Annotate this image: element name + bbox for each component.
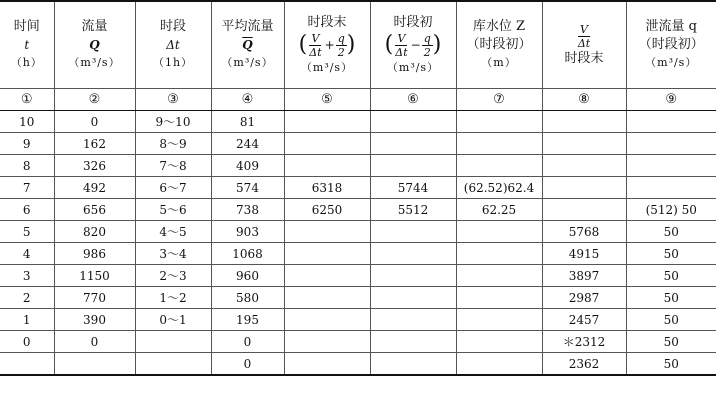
table-cell: 5～6 [135, 199, 211, 221]
table-cell: 0～1 [135, 309, 211, 331]
column-index: ⑧ [542, 89, 626, 111]
table-cell: 5768 [542, 221, 626, 243]
table-row [0, 309, 716, 331]
table-cell: 3～4 [135, 243, 211, 265]
table-cell: 820 [54, 221, 135, 243]
table-cell: 770 [54, 287, 135, 309]
header-flow: 流量 Q （m³/s） [54, 1, 135, 89]
table-cell: 4 [0, 243, 54, 265]
table-cell: 5744 [370, 177, 456, 199]
table-cell [456, 309, 542, 331]
table-cell [284, 265, 370, 287]
column-index: ⑦ [456, 89, 542, 111]
table-cell [370, 309, 456, 331]
table-cell: 738 [211, 199, 284, 221]
column-index: ③ [135, 89, 211, 111]
table-cell: 7～8 [135, 155, 211, 177]
table-cell: 0 [211, 331, 284, 353]
table-cell [456, 265, 542, 287]
table-cell [626, 133, 716, 155]
table-cell: 1068 [211, 243, 284, 265]
table-cell [456, 243, 542, 265]
table-cell [284, 111, 370, 133]
table-cell [284, 243, 370, 265]
table-cell: 8 [0, 155, 54, 177]
table-row [0, 155, 716, 177]
table-row [0, 331, 716, 353]
table-cell: 6318 [284, 177, 370, 199]
table-cell [370, 353, 456, 376]
table-cell: 492 [54, 177, 135, 199]
table-cell [456, 155, 542, 177]
table-cell: 2 [0, 287, 54, 309]
table-cell: 50 [626, 331, 716, 353]
table-cell [284, 155, 370, 177]
table-cell: 8～9 [135, 133, 211, 155]
table-cell: 409 [211, 155, 284, 177]
column-index-row [0, 89, 716, 111]
table-cell [370, 221, 456, 243]
table-cell [54, 353, 135, 376]
table-cell: 0 [211, 353, 284, 376]
table-cell: 81 [211, 111, 284, 133]
table-cell: 1～2 [135, 287, 211, 309]
table-cell [370, 265, 456, 287]
header-time: 时间 t （h） [0, 1, 54, 89]
table-row [0, 199, 716, 221]
table-row [0, 243, 716, 265]
table-cell: (62.52)62.4 [456, 177, 542, 199]
table-cell [626, 111, 716, 133]
table-cell: 656 [54, 199, 135, 221]
table-cell: 960 [211, 265, 284, 287]
table-cell: ＊2312 [542, 331, 626, 353]
table-cell: 6250 [284, 199, 370, 221]
table-cell: 2～3 [135, 265, 211, 287]
table-cell: 162 [54, 133, 135, 155]
table-cell [456, 287, 542, 309]
column-index: ⑨ [626, 89, 716, 111]
column-index: ① [0, 89, 54, 111]
column-index: ⑤ [284, 89, 370, 111]
column-index: ⑥ [370, 89, 456, 111]
table-cell [456, 331, 542, 353]
table-cell: 50 [626, 353, 716, 376]
header-end-storage-term: 时段末 ( $\frac{V}{\Delta t}$ + $\frac{q}{2}$ ) （m³/s） [284, 1, 370, 89]
table-cell [456, 111, 542, 133]
table-cell: 0 [54, 111, 135, 133]
table-cell [542, 199, 626, 221]
table-row [0, 111, 716, 133]
table-cell: 50 [626, 221, 716, 243]
table-cell: 9 [0, 133, 54, 155]
table-body [0, 111, 716, 376]
table-row [0, 353, 716, 376]
table-cell: 4915 [542, 243, 626, 265]
table-cell: 244 [211, 133, 284, 155]
table-cell: 6 [0, 199, 54, 221]
table-cell: 10 [0, 111, 54, 133]
storage-minus-expression: ( $\frac{V}{\Delta t}$ − $\frac{q}{2}$ ) [384, 31, 442, 59]
table-cell: 903 [211, 221, 284, 243]
table-row [0, 221, 716, 243]
table-cell [370, 243, 456, 265]
table-cell: 6～7 [135, 177, 211, 199]
table-cell: 1 [0, 309, 54, 331]
storage-ratio-fraction: $\frac{V}{\Delta t}$ [577, 22, 591, 50]
table-cell: 2987 [542, 287, 626, 309]
table-cell: 3 [0, 265, 54, 287]
table-cell [284, 133, 370, 155]
table-cell: 0 [0, 331, 54, 353]
table-cell: 0 [54, 331, 135, 353]
column-index: ④ [211, 89, 284, 111]
table-cell [456, 353, 542, 376]
table-cell: 5 [0, 221, 54, 243]
table-cell [370, 155, 456, 177]
table-cell: 9～10 [135, 111, 211, 133]
storage-plus-expression: ( $\frac{V}{\Delta t}$ + $\frac{q}{2}$ ) [298, 31, 356, 59]
table-cell [370, 287, 456, 309]
table-cell [456, 133, 542, 155]
header-storage-ratio: $\frac{V}{\Delta t}$ 时段末 [542, 1, 626, 89]
table-row [0, 265, 716, 287]
table-cell: 3897 [542, 265, 626, 287]
table-cell [456, 221, 542, 243]
header-row [0, 1, 716, 89]
table-cell [370, 111, 456, 133]
table-cell: 574 [211, 177, 284, 199]
table-cell [626, 155, 716, 177]
table-cell: 50 [626, 287, 716, 309]
header-period: 时段 Δt （1h） [135, 1, 211, 89]
table-cell [284, 287, 370, 309]
table-cell [135, 331, 211, 353]
table-cell [284, 353, 370, 376]
table-cell [284, 331, 370, 353]
table-cell: 580 [211, 287, 284, 309]
table-row [0, 287, 716, 309]
table-cell: 2362 [542, 353, 626, 376]
table-cell [626, 177, 716, 199]
table-row [0, 133, 716, 155]
header-start-storage-term: 时段初 ( $\frac{V}{\Delta t}$ − $\frac{q}{2}$ ) （m³/s） [370, 1, 456, 89]
table-cell [370, 133, 456, 155]
table-cell: 195 [211, 309, 284, 331]
table-cell: (512) 50 [626, 199, 716, 221]
table-cell [542, 155, 626, 177]
table-cell [135, 353, 211, 376]
table-cell: 1150 [54, 265, 135, 287]
table-cell [542, 177, 626, 199]
table-cell: 50 [626, 265, 716, 287]
table-cell: 4～5 [135, 221, 211, 243]
header-discharge: 泄流量 q （时段初） （m³/s） [626, 1, 716, 89]
table-cell [284, 221, 370, 243]
table-row [0, 177, 716, 199]
table-cell: 2457 [542, 309, 626, 331]
table-cell [542, 133, 626, 155]
table-cell [0, 353, 54, 376]
table-cell: 5512 [370, 199, 456, 221]
table-cell [370, 331, 456, 353]
table-cell: 50 [626, 309, 716, 331]
table-cell: 986 [54, 243, 135, 265]
table-cell [284, 309, 370, 331]
header-mean-flow: 平均流量 $\overline{Q}$ （m³/s） [211, 1, 284, 89]
header-water-level: 库水位 Z （时段初） （m） [456, 1, 542, 89]
table-cell: 50 [626, 243, 716, 265]
column-index: ② [54, 89, 135, 111]
table-cell: 390 [54, 309, 135, 331]
table-cell: 7 [0, 177, 54, 199]
table-cell: 326 [54, 155, 135, 177]
table-cell [542, 111, 626, 133]
table-cell: 62.25 [456, 199, 542, 221]
